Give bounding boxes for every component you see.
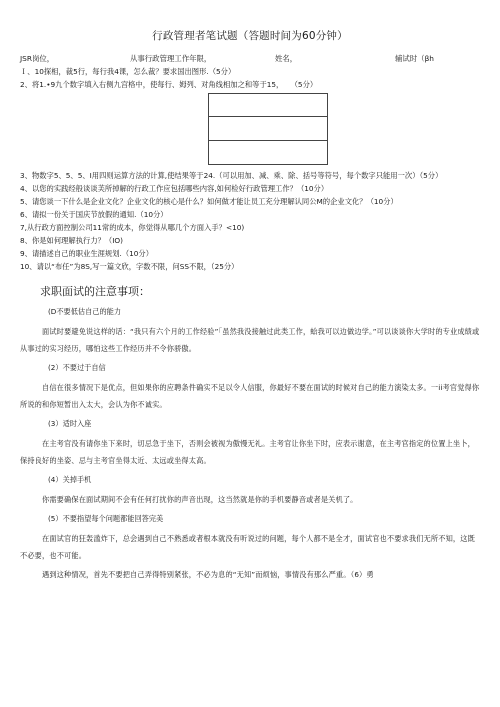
years-field-label: 从事行政管理工作年限， — [130, 54, 212, 63]
tip-paragraph: 在面试官的狂轰滥炸下，总会遇到自己不熟悉或者根本就没有听说过的问题，每个人都不是全才，面试官也不要求我们无所不知，这既不必要，也不可能。 — [20, 534, 475, 560]
tip-heading: (4）关掉手机 — [48, 475, 92, 484]
question-7: 7,从行政方面控制公司11常的成本，你觉得从哪几个方面入手？<10) — [20, 223, 245, 232]
tip-paragraph: 自信在很多情况下是优点，但如果你的应聘条件确实不足以令人信服，你最好不要在面试的时候对自己的能力演染太多。一ii考官觉得你所说的和你短暂出入太大，会认为你不诚实。 — [20, 383, 480, 409]
tip-heading: (3）适时入座 — [48, 419, 92, 428]
candidate-info-row — [20, 53, 480, 65]
question-8: 8、你是如何理解执行力？（IO) — [20, 236, 123, 245]
grid-row — [209, 94, 327, 117]
question-9: 9、请描述自己的职业生涯规划.（10分） — [20, 249, 153, 258]
tip-paragraph: 在主考官没有请你坐下来时，切忌急于坐下，否则会被视为傲慢无礼。主考官让你坐下时，应表示谢意，在主考官指定的位置上坐卜，保持良好的坐姿、忌与主考官坐得太近、太远或坐得太高。 — [20, 439, 475, 465]
tip-paragraph: 你需要确保在面试期间不会有任何打扰你的声音出现，这当然就是你的手机要静音或者是关机了。 — [42, 495, 358, 504]
question-6: 6、请拟一份关于国庆节放假的通知.（10分） — [20, 210, 168, 219]
page-title: 行政管理者笔试题（答题时间为60分钟） — [152, 30, 348, 42]
grid-row — [209, 141, 327, 164]
tip-paragraph: 面试时要避免说这样的话：“我只有六个月的工作经验”｢虽然我没接触过此类工作，蛤我可以边做边学。”可以谈谈你大学时的专业成绩或从事过的实习经历，哪怕这些工作经历并不令你骄傲。 — [20, 327, 480, 353]
time-field-label: 辅试时（βh — [395, 54, 434, 63]
tip-heading: (2）不要过于自信 — [48, 363, 106, 372]
position-field-label: JSR岗位， — [20, 54, 55, 63]
nine-grid-box — [208, 93, 328, 165]
tip-heading: (5）不要指望每个问题都能回答完美 — [48, 514, 164, 523]
question-4: 4、以您的实践经般谈谈芙所掉解的行政工作应包括哪些内容,如何检好行政管理工作？（10分） — [20, 184, 329, 193]
question-10: 10、请以“布任”为8S,写一篇文欣，字数不限，问SS不限，（25分） — [20, 262, 239, 271]
question-3: 3、物数字5、5、5、I用四则运算方法的计算,使结果等于24.（可以用加、减、乘、除、括号等符号，每个数字只能用一次）（5分） — [20, 171, 443, 180]
tip-paragraph: 遇到这种情况，首先不要把自己弄得特别紧张，不必为息的“无知”而烦恼，事情没有那么严重。（6）勇 — [42, 570, 374, 579]
grid-row — [209, 117, 327, 140]
tip-heading: (D不要低估自己的能力 — [48, 307, 122, 316]
question-1: Ｉ、10探相，裁5行，每行我4课，怎么裁？要求国出图形.（5分） — [20, 67, 236, 76]
name-field-label: 姓名， — [275, 54, 298, 63]
section-title: 求职面试的注意事项： — [40, 285, 150, 298]
question-2: 2、将1.•9九个数字填入右侧九宫格中，使每行、姆列、对角线相加之和等于15， （5分） — [20, 80, 318, 89]
question-5: 5、请您谈一下什么是企业文化？企业文化的核心是什么？如何做才能让员工充分理解认同公M的企业文化？（10分） — [20, 197, 398, 206]
